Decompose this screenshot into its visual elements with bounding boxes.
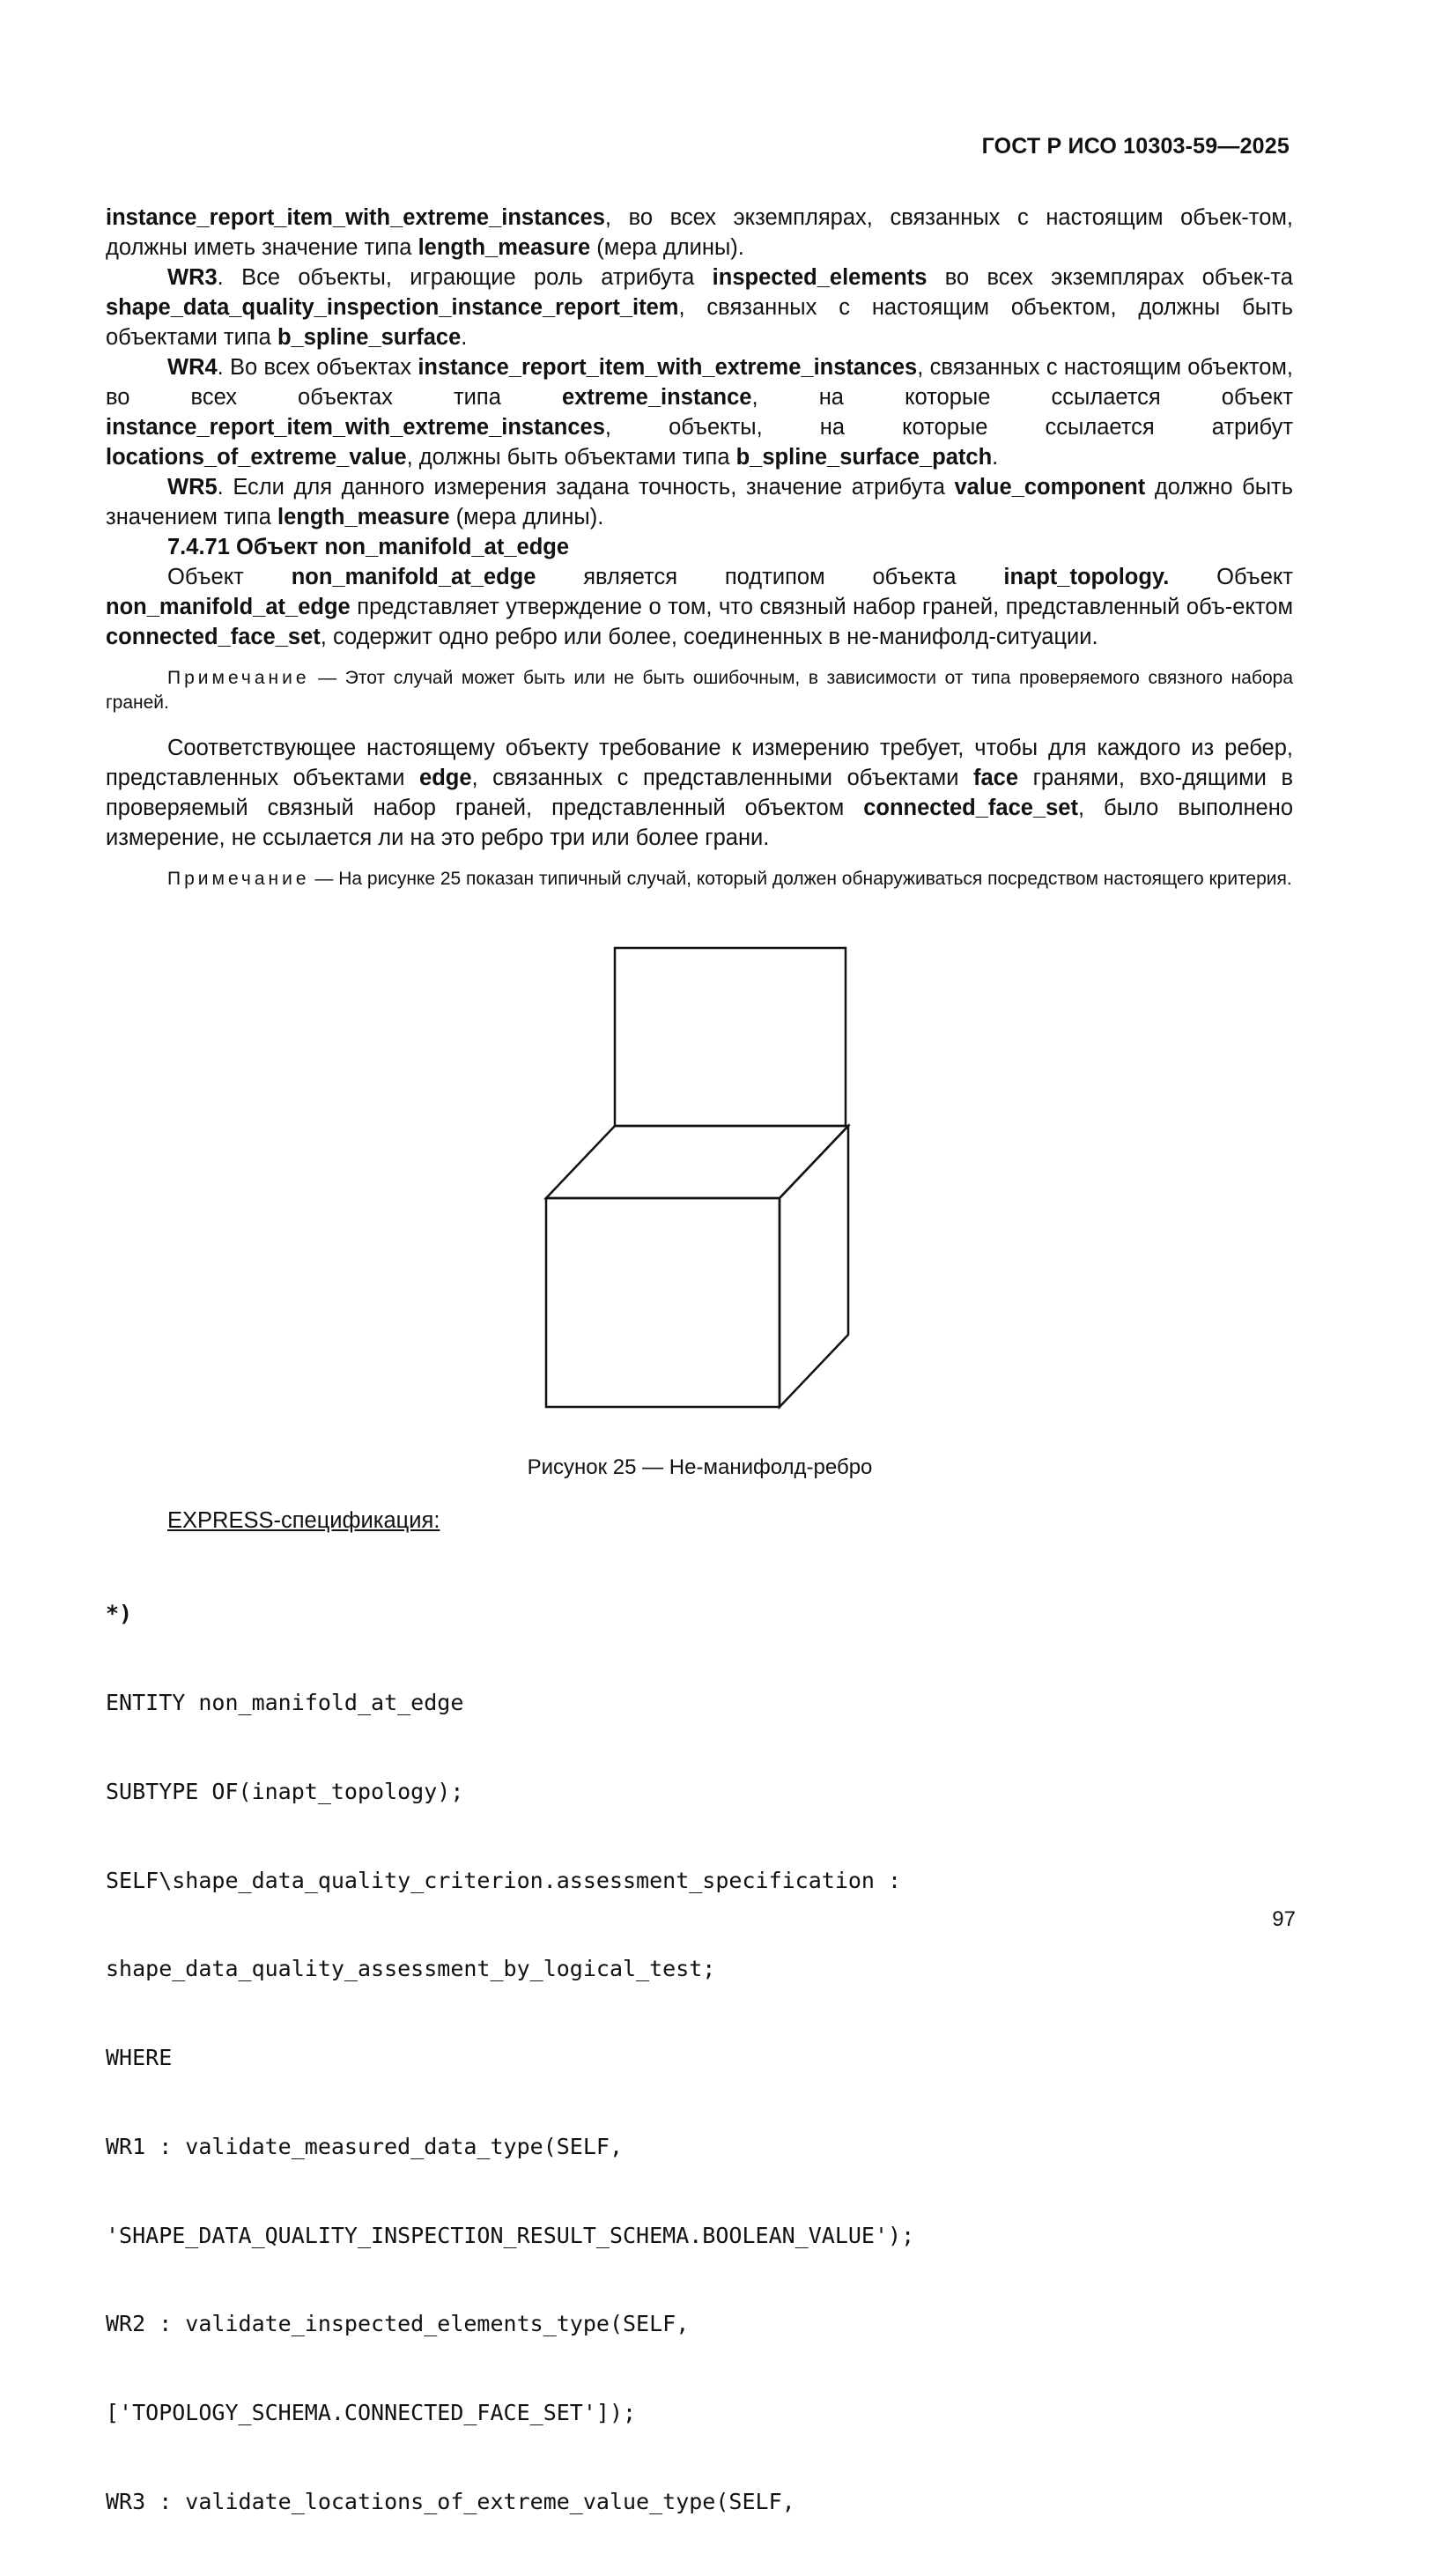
term: non_manifold_at_edge [291,565,536,589]
figure-caption: Рисунок 25 — Не-манифолд-ребро [527,1455,873,1479]
term: connected_face_set [863,796,1078,820]
text-run: Объект [167,565,292,589]
rule-label: WR5 [167,475,218,500]
term: edge [419,766,472,790]
term: inapt_topology. [1003,565,1170,589]
paragraph-requirement [106,733,1293,853]
text-run: представляет утверждение о том, что связный набор граней, представленный объ-ектом [350,595,1293,619]
term: b_spline_surface [277,325,462,350]
code-line: ENTITY non_manifold_at_edge [106,1689,464,1715]
term: instance_report_item_with_extreme_instances [106,415,605,440]
term: non_manifold_at_edge [106,595,351,619]
text-run: является подтипом объекта [536,565,1004,589]
code-line: shape_data_quality_assessment_by_logical_test; [106,1956,716,1982]
term: value_component [954,475,1146,500]
note-2 [106,867,1293,892]
paragraph-definition [106,562,1293,652]
document-header: ГОСТ Р ИСО 10303-59—2025 [981,134,1290,159]
term: b_spline_surface_patch [735,445,993,470]
code-line: WR2 : validate_inspected_elements_type(SELF, [106,2311,690,2337]
section-heading-text: 7.4.71 Объект non_manifold_at_edge [167,535,570,559]
text-run: , на которые ссылается объект [751,385,1293,410]
text-run: . Если для данного измерения задана точность, значение атрибута [217,475,955,500]
term: instance_report_item_with_extreme_instances [418,355,918,380]
code-line: ['TOPOLOGY_SCHEMA.CONNECTED_FACE_SET']); [106,2400,637,2426]
note-label: Примечание [167,668,310,688]
note-1 [106,666,1293,715]
code-line: WR1 : validate_measured_data_type(SELF, [106,2133,623,2159]
term: length_measure [418,235,591,260]
term: length_measure [277,505,450,529]
page-number: 97 [1272,1907,1296,1931]
term: face [972,766,1019,790]
code-line: 'SHAPE_DATA_QUALITY_INSPECTION_RESULT_SCHEMA.BOOLEAN_VALUE'); [106,2222,915,2248]
code-line: SUBTYPE OF(inapt_topology); [106,1778,464,1804]
term: extreme_instance [562,385,752,410]
text-run: . Все объекты, играющие роль атрибута [217,265,713,290]
non-manifold-edge-figure [528,934,881,1418]
text-run: , во всех экземплярах, связанных с настоящим объек-том, должны иметь значение типа [106,205,1293,260]
cube-front-face [546,1198,780,1407]
code-line: SELF\shape_data_quality_criterion.assessment_specification : [106,1867,902,1893]
note-text: — Этот случай может быть или не быть ошибочным, в зависимости от типа проверяемого связного набора граней. [106,668,1293,713]
text-run: , было выполнено измерение, не ссылается ли на это ребро три или более грани. [106,796,1293,850]
text-run: Объект [1169,565,1293,589]
text-run: , содержит одно ребро или более, соединенных в не-манифолд-ситуации. [320,625,1098,649]
text-run: , связанных с настоящим объектом, должны быть объектами типа [106,295,1293,350]
paragraph-wr5 [106,472,1293,532]
express-code [106,1540,914,2576]
rule-label: WR4 [167,355,218,380]
vertical-face [615,948,846,1126]
note-label: Примечание [167,869,310,889]
text-run: . [461,325,468,350]
note-text: — На рисунке 25 показан типичный случай, который должен обнаруживаться посредством настоящего критерия. [309,869,1292,889]
cube-side-face [780,1126,848,1407]
text-run: , связанных с представленными объектами [471,766,973,790]
text-run: . [992,445,999,470]
express-label: EXPRESS-спецификация: [167,1508,440,1533]
term: inspected_elements [712,265,928,290]
cube-top-face [546,1126,848,1198]
section-heading [106,532,1293,562]
paragraph-continuation [106,203,1293,263]
text-run: гранями, вхо-дящими в проверяемый связный набор граней, представленный объектом [106,766,1293,820]
text-run: , связанных с настоящим объектом, во всех объектах типа [106,355,1293,410]
text-run: (мера длины). [449,505,604,529]
text-run: , должны быть объектами типа [406,445,736,470]
term: connected_face_set [106,625,321,649]
paragraph-wr4 [106,352,1293,472]
code-line: WR3 : validate_locations_of_extreme_value_type(SELF, [106,2489,795,2514]
text-run: (мера длины). [590,235,744,260]
rule-label: WR3 [167,265,218,290]
text-run: во всех экземплярах объек-та [927,265,1293,290]
term: instance_report_item_with_extreme_instances [106,205,605,230]
text-run: должно быть значением типа [106,475,1293,529]
term: locations_of_extreme_value [106,445,407,470]
code-line: WHERE [106,2045,173,2071]
text-run: . Во всех объектах [217,355,418,380]
text-run: Соответствующее настоящему объекту требование к измерению требует, чтобы для каждого из ребер, представленных объектами [106,736,1293,790]
text-run: , объекты, на которые ссылается атрибут [604,415,1293,440]
paragraph-wr3 [106,263,1293,352]
code-line: *) [106,1601,133,1627]
body-text [106,203,1293,909]
term: shape_data_quality_inspection_instance_report_item [106,295,679,320]
